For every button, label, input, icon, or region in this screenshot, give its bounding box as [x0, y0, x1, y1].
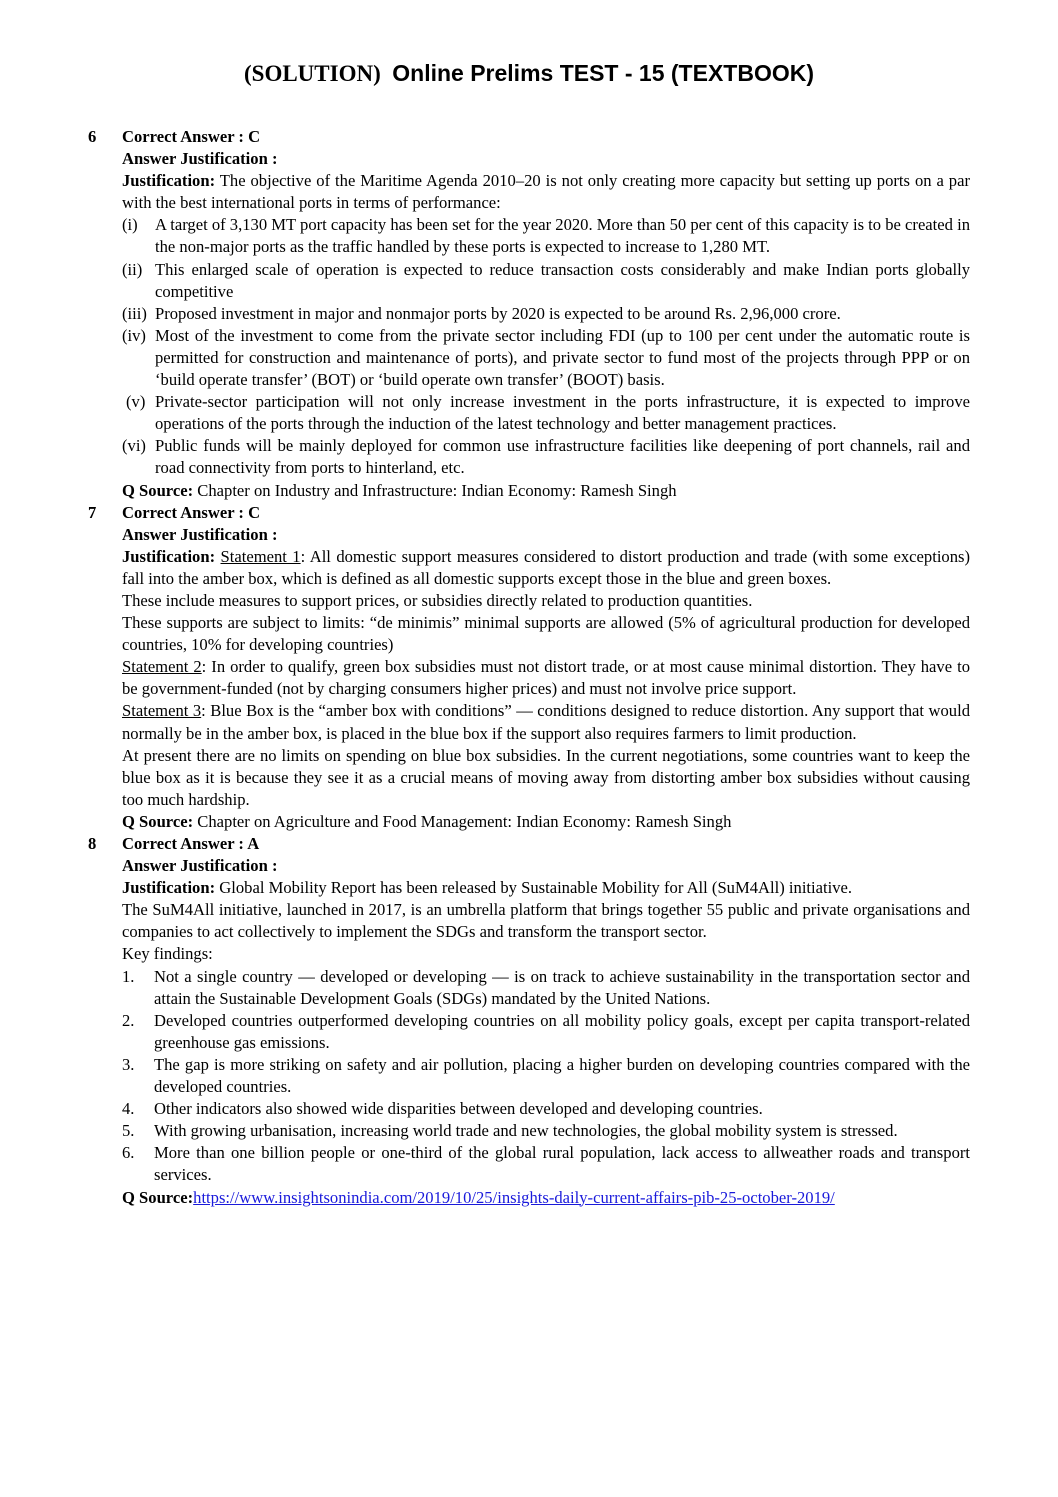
list-item: [122, 303, 970, 325]
list-text: This enlarged scale of operation is expected to reduce transaction costs considerably and make Indian ports globally competitive: [155, 259, 970, 301]
statement-label: Statement 1: [220, 546, 301, 566]
list-item: [122, 391, 970, 435]
source-label: Q Source:: [122, 1187, 194, 1207]
list-item: [122, 1120, 970, 1142]
statement-3: [122, 700, 970, 744]
list-item: [122, 966, 970, 1010]
list-item: [122, 325, 970, 391]
justification-intro: [122, 170, 970, 214]
paragraph: These supports are subject to limits: “de minimis” minimal supports are allowed (5% of agricultural production for developed countries, 10% for developing countries): [122, 613, 970, 655]
title-test-name: Online Prelims TEST - 15 (TEXTBOOK): [392, 60, 814, 86]
correct-answer: Correct Answer : A: [122, 834, 260, 853]
source-text: Chapter on Agriculture and Food Management: Indian Economy: Ramesh Singh: [197, 811, 732, 831]
question-8: [88, 833, 970, 1209]
list-item: [122, 1010, 970, 1054]
paragraph: These include measures to support prices, or subsidies directly related to production quantities.: [122, 590, 753, 610]
answer-justification-label: Answer Justification :: [122, 856, 278, 876]
list-label: (vi): [122, 436, 146, 456]
list-label: (iv): [122, 325, 146, 345]
list-item: [122, 259, 970, 303]
justification-label: Justification:: [122, 878, 216, 898]
page-title: [0, 60, 1058, 87]
list-text: Most of the investment to come from the private sector including FDI (up to 100 per cent under the automatic route is permitted for construction and maintenance of ports), and private sector to fund most of the projects through PPP or on ‘build operate transfer’ (BOT) or ‘build operate own transfer’ (BOOT) basis.: [155, 325, 970, 390]
list-item: [122, 1142, 970, 1186]
list-label: 3.: [122, 1054, 135, 1074]
list-label: 6.: [122, 1143, 135, 1163]
question-number: 6: [88, 127, 97, 146]
list-text: Other indicators also showed wide disparities between developed and developing countries.: [154, 1099, 763, 1119]
question-source: [122, 811, 970, 833]
list-text: More than one billion people or one-third of the global rural population, lack access to allweather roads and transport services.: [154, 1143, 970, 1185]
list-item: [122, 435, 970, 479]
answer-justification-label: Answer Justification :: [122, 149, 278, 169]
source-label: Q Source:: [122, 811, 194, 831]
list-label: 4.: [122, 1099, 135, 1119]
title-solution: (SOLUTION): [244, 61, 381, 86]
list-text: Developed countries outperformed developing countries on all mobility policy goals, except per capita transport-related greenhouse gas emissions.: [154, 1010, 970, 1052]
key-findings-label: Key findings:: [122, 944, 213, 964]
list-label: 1.: [122, 966, 135, 986]
statement-1: [122, 546, 970, 590]
question-6: [88, 126, 970, 502]
question-number: 8: [88, 834, 97, 853]
paragraph: At present there are no limits on spending on blue box subsidies. In the current negotiations, some countries want to keep the blue box as it is because they see it as a crucial means of moving away from distorting amber box subsidies without causing too much hardship.: [122, 745, 970, 809]
list-text: The gap is more striking on safety and air pollution, placing a higher burden on developing countries compared with the developed countries.: [154, 1054, 970, 1097]
source-label: Q Source:: [122, 480, 194, 500]
correct-answer: Correct Answer : C: [122, 502, 261, 522]
source-link[interactable]: https://www.insightsonindia.com/2019/10/25/insights-daily-current-affairs-pib-25-october-2019/: [193, 1187, 835, 1207]
list-text: Not a single country — developed or developing — is on track to achieve sustainability in the transportation sector and attain the Sustainable Development Goals (SDGs) mandated by the United Nations.: [154, 966, 970, 1008]
statement-text: : All domestic support measures considered to distort production and trade (with some exceptions) fall into the amber box, which is defined as all domestic supports except those in the blue and green boxes.: [122, 546, 971, 588]
justification-intro: [122, 877, 970, 899]
list-label: (v): [126, 392, 146, 412]
statement-text: : In order to qualify, green box subsidies must not distort trade, or at most cause minimal distortion. They have to be government-funded (not by charging consumers higher prices) and must not involve price support.: [122, 657, 970, 699]
justification-label: Justification:: [122, 171, 216, 191]
justification-label: Justification:: [122, 546, 216, 566]
statement-2: [122, 656, 970, 700]
answer-justification-label: Answer Justification :: [122, 524, 278, 544]
statement-label: Statement 2: [122, 657, 202, 677]
source-text: Chapter on Industry and Infrastructure: Indian Economy: Ramesh Singh: [197, 480, 677, 500]
paragraph: The SuM4All initiative, launched in 2017, is an umbrella platform that brings together 55 public and private organisations and companies to act collectively to implement the SDGs and transform the transport sector.: [122, 900, 970, 942]
list-text: With growing urbanisation, increasing world trade and new technologies, the global mobility system is stressed.: [154, 1121, 898, 1141]
list-label: (i): [122, 215, 138, 235]
question-number: 7: [88, 502, 97, 522]
list-label: (iii): [122, 303, 147, 323]
question-7: [88, 502, 970, 833]
list-text: Proposed investment in major and nonmajor ports by 2020 is expected to be around Rs. 2,96,000 crore.: [155, 303, 841, 323]
statement-text: : Blue Box is the “amber box with conditions” — conditions designed to reduce distortion. Any support that would normally be in the amber box, is placed in the blue box if the support also requires farmers to limit production.: [122, 701, 970, 743]
justification-text: The objective of the Maritime Agenda 2010–20 is not only creating more capacity but setting up ports on a par with the best international ports in terms of performance:: [122, 171, 970, 213]
list-text: A target of 3,130 MT port capacity has been set for the year 2020. More than 50 per cent of this capacity is to be created in the non-major ports as the traffic handled by these ports is expected to increase to 1,280 MT.: [155, 215, 970, 257]
correct-answer: Correct Answer : C: [122, 127, 261, 146]
list-item: [122, 1054, 970, 1098]
list-label: (ii): [122, 259, 143, 279]
list-item: [122, 214, 970, 258]
list-label: 5.: [122, 1121, 135, 1141]
question-source: [122, 480, 970, 502]
statement-label: Statement 3: [122, 701, 202, 721]
list-label: 2.: [122, 1010, 135, 1030]
document-content: [88, 126, 970, 1209]
justification-text: Global Mobility Report has been released by Sustainable Mobility for All (SuM4All) initiative.: [219, 878, 853, 898]
question-source: [122, 1187, 970, 1209]
list-text: Private-sector participation will not only increase investment in the ports infrastructure, it is expected to improve operations of the ports through the induction of the latest technology and better management practices.: [155, 392, 970, 434]
list-text: Public funds will be mainly deployed for common use infrastructure facilities like deepening of port channels, rail and road connectivity from ports to hinterland, etc.: [155, 436, 970, 478]
list-item: [122, 1098, 970, 1120]
